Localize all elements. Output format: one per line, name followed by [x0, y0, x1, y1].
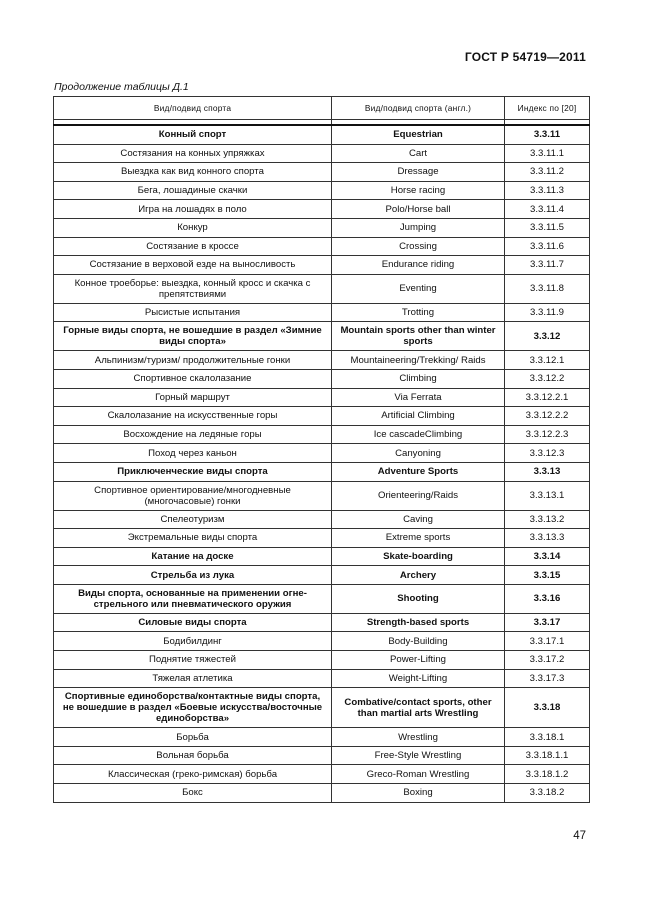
cell-sport-en: Mountain sports other than winter sports [332, 322, 505, 351]
table-row [54, 369, 590, 388]
cell-sport-ru: Спортивное ориентирование/многодневные (многочасовые) гонки [54, 481, 332, 510]
table-row [54, 303, 590, 322]
cell-sport-ru: Игра на лошадях в поло [54, 200, 332, 219]
table-row [54, 322, 590, 351]
table-row [54, 584, 590, 613]
cell-sport-en: Ice cascadeClimbing [332, 425, 505, 444]
cell-index: 3.3.18 [505, 688, 590, 728]
document-id: ГОСТ Р 54719—2011 [464, 50, 586, 64]
table-row [54, 256, 590, 275]
cell-sport-ru: Поднятие тяжестей [54, 651, 332, 670]
table-row [54, 728, 590, 747]
cell-sport-ru: Классическая (греко-римская) борьба [54, 765, 332, 784]
cell-index: 3.3.11.8 [505, 274, 590, 303]
cell-sport-ru: Горный маршрут [54, 388, 332, 407]
cell-sport-en: Archery [332, 566, 505, 585]
cell-index: 3.3.18.2 [505, 784, 590, 803]
cell-index: 3.3.11.6 [505, 237, 590, 256]
table-row [54, 407, 590, 426]
table-row [54, 547, 590, 566]
cell-sport-en: Crossing [332, 237, 505, 256]
cell-index: 3.3.11.4 [505, 200, 590, 219]
table-row [54, 784, 590, 803]
cell-sport-en: Climbing [332, 369, 505, 388]
cell-sport-ru: Бега, лошадиные скачки [54, 181, 332, 200]
table-row [54, 163, 590, 182]
cell-index: 3.3.12.2.3 [505, 425, 590, 444]
table-row [54, 181, 590, 200]
cell-sport-en: Caving [332, 510, 505, 529]
cell-index: 3.3.11.2 [505, 163, 590, 182]
table-row [54, 351, 590, 370]
cell-index: 3.3.18.1.1 [505, 746, 590, 765]
cell-sport-en: Via Ferrata [332, 388, 505, 407]
table-row [54, 444, 590, 463]
cell-sport-ru: Бокс [54, 784, 332, 803]
cell-index: 3.3.17 [505, 613, 590, 632]
cell-sport-ru: Горные виды спорта, не вошедшие в раздел «Зимние виды спорта» [54, 322, 332, 351]
cell-sport-ru: Силовые виды спорта [54, 613, 332, 632]
cell-sport-ru: Бодибилдинг [54, 632, 332, 651]
table-row [54, 566, 590, 585]
cell-sport-en: Free-Style Wrestling [332, 746, 505, 765]
cell-index: 3.3.11.1 [505, 144, 590, 163]
table-row [54, 218, 590, 237]
cell-sport-en: Cart [332, 144, 505, 163]
cell-sport-ru: Вольная борьба [54, 746, 332, 765]
cell-index: 3.3.11.3 [505, 181, 590, 200]
table-row [54, 125, 590, 144]
cell-sport-en: Adventure Sports [332, 462, 505, 481]
cell-sport-en: Skate-boarding [332, 547, 505, 566]
cell-sport-en: Polo/Horse ball [332, 200, 505, 219]
cell-sport-en: Greco-Roman Wrestling [332, 765, 505, 784]
cell-index: 3.3.13.3 [505, 529, 590, 548]
cell-sport-ru: Скалолазание на искусственные горы [54, 407, 332, 426]
cell-sport-ru: Борьба [54, 728, 332, 747]
cell-index: 3.3.13 [505, 462, 590, 481]
cell-sport-ru: Приключенческие виды спорта [54, 462, 332, 481]
cell-sport-en: Shooting [332, 584, 505, 613]
cell-sport-ru: Выездка как вид конного спорта [54, 163, 332, 182]
cell-index: 3.3.11.7 [505, 256, 590, 275]
cell-index: 3.3.12 [505, 322, 590, 351]
cell-sport-ru: Состязание в верховой езде на выносливость [54, 256, 332, 275]
cell-index: 3.3.12.2 [505, 369, 590, 388]
table-row [54, 237, 590, 256]
table-row [54, 510, 590, 529]
cell-sport-en: Endurance riding [332, 256, 505, 275]
cell-index: 3.3.17.2 [505, 651, 590, 670]
table-row [54, 688, 590, 728]
cell-sport-ru: Тяжелая атлетика [54, 669, 332, 688]
cell-sport-en: Boxing [332, 784, 505, 803]
cell-sport-en: Dressage [332, 163, 505, 182]
cell-sport-en: Strength-based sports [332, 613, 505, 632]
cell-sport-ru: Конное троеборье: выездка, конный кросс и скачка с препятствиями [54, 274, 332, 303]
cell-index: 3.3.12.2.1 [505, 388, 590, 407]
cell-sport-en: Horse racing [332, 181, 505, 200]
cell-index: 3.3.17.1 [505, 632, 590, 651]
cell-index: 3.3.13.2 [505, 510, 590, 529]
cell-sport-en: Power-Lifting [332, 651, 505, 670]
table-row [54, 613, 590, 632]
cell-sport-ru: Рысистые испытания [54, 303, 332, 322]
cell-sport-en: Artificial Climbing [332, 407, 505, 426]
cell-sport-en: Trotting [332, 303, 505, 322]
cell-index: 3.3.15 [505, 566, 590, 585]
table-row [54, 669, 590, 688]
table-row [54, 462, 590, 481]
cell-index: 3.3.12.2.2 [505, 407, 590, 426]
table-row [54, 388, 590, 407]
cell-sport-en: Combative/contact sports, other than martial arts Wrestling [332, 688, 505, 728]
table-row [54, 765, 590, 784]
cell-index: 3.3.14 [505, 547, 590, 566]
cell-sport-ru: Восхождение на ледяные горы [54, 425, 332, 444]
cell-index: 3.3.13.1 [505, 481, 590, 510]
cell-index: 3.3.17.3 [505, 669, 590, 688]
cell-sport-ru: Альпинизм/туризм/ продолжительные гонки [54, 351, 332, 370]
cell-sport-en: Orienteering/Raids [332, 481, 505, 510]
cell-sport-en: Canyoning [332, 444, 505, 463]
cell-sport-en: Jumping [332, 218, 505, 237]
table-header-row [54, 97, 590, 120]
column-header-sport-en: Вид/подвид спорта (англ.) [332, 97, 505, 120]
cell-sport-ru: Состязания на конных упряжках [54, 144, 332, 163]
cell-index: 3.3.16 [505, 584, 590, 613]
cell-sport-ru: Состязание в кроссе [54, 237, 332, 256]
cell-index: 3.3.11.9 [505, 303, 590, 322]
table-caption: Продолжение таблицы Д.1 [54, 81, 189, 93]
cell-sport-ru: Виды спорта, основанные на применении огне-стрельного или пневматического оружия [54, 584, 332, 613]
cell-index: 3.3.12.3 [505, 444, 590, 463]
page-number: 47 [573, 830, 586, 842]
table-row [54, 746, 590, 765]
table-row [54, 632, 590, 651]
table-row [54, 200, 590, 219]
cell-sport-en: Wrestling [332, 728, 505, 747]
cell-sport-en: Weight-Lifting [332, 669, 505, 688]
cell-sport-ru: Катание на доске [54, 547, 332, 566]
table-row [54, 651, 590, 670]
cell-sport-en: Eventing [332, 274, 505, 303]
cell-sport-en: Body-Building [332, 632, 505, 651]
table-row [54, 529, 590, 548]
table-row [54, 481, 590, 510]
cell-sport-ru: Спортивное скалолазание [54, 369, 332, 388]
table-body [54, 125, 590, 802]
cell-index: 3.3.18.1.2 [505, 765, 590, 784]
cell-index: 3.3.11.5 [505, 218, 590, 237]
cell-sport-ru: Конный спорт [54, 125, 332, 144]
sports-table [53, 96, 590, 803]
cell-sport-ru: Поход через каньон [54, 444, 332, 463]
cell-sport-ru: Экстремальные виды спорта [54, 529, 332, 548]
table-row [54, 274, 590, 303]
column-header-sport-ru: Вид/подвид спорта [54, 97, 332, 120]
cell-sport-en: Mountaineering/Trekking/ Raids [332, 351, 505, 370]
cell-index: 3.3.18.1 [505, 728, 590, 747]
cell-sport-ru: Спортивные единоборства/контактные виды спорта, не вошедшие в раздел «Боевые искусства/восточные единоборства» [54, 688, 332, 728]
cell-sport-ru: Спелеотуризм [54, 510, 332, 529]
table-row [54, 144, 590, 163]
cell-index: 3.3.12.1 [505, 351, 590, 370]
column-header-index: Индекс по [20] [505, 97, 590, 120]
cell-index: 3.3.11 [505, 125, 590, 144]
cell-sport-en: Equestrian [332, 125, 505, 144]
cell-sport-en: Extreme sports [332, 529, 505, 548]
cell-sport-ru: Стрельба из лука [54, 566, 332, 585]
cell-sport-ru: Конкур [54, 218, 332, 237]
table-row [54, 425, 590, 444]
